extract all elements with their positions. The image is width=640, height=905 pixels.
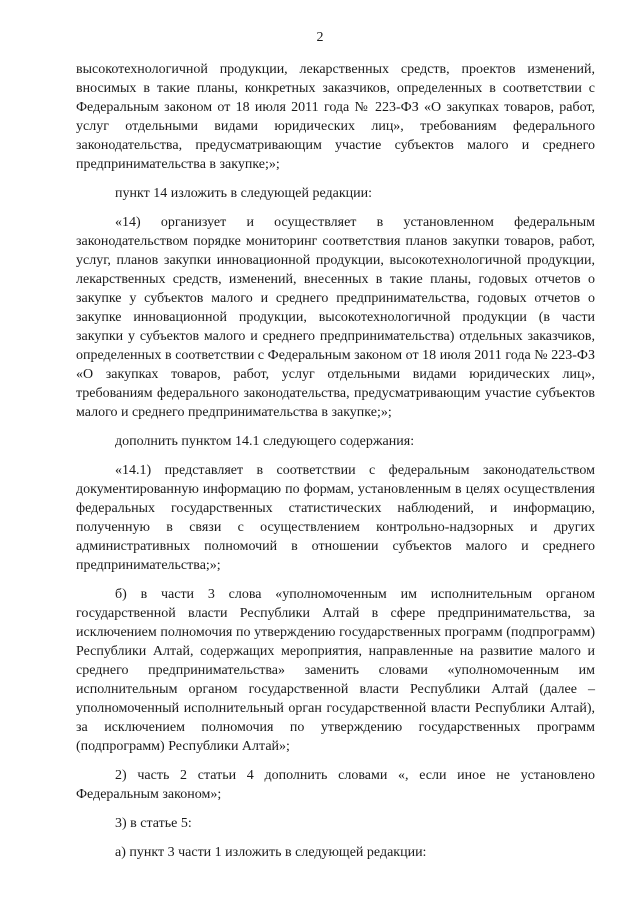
- paragraph-continued: высокотехнологичной продукции, лекарственных средств, проектов изменений, вносимых в такие планы, конкретных заказчиков, определенных в соответствии с Федеральным законом от 18 июля 2011 года № 223-ФЗ «О закупках товаров, работ, услуг отдельными видами юридических лиц», требованиям федерального законодательства, предусматривающим участие субъектов малого и среднего предпринимательства в закупке;»;: [76, 62, 595, 172]
- paragraph: 2) часть 2 статьи 4 дополнить словами «, если иное не установлено Федеральным законом»;: [76, 768, 595, 802]
- paragraph: пункт 14 изложить в следующей редакции:: [115, 186, 372, 201]
- paragraph: дополнить пунктом 14.1 следующего содержания:: [115, 434, 415, 449]
- document-body: [76, 60, 595, 862]
- paragraph: 3) в статье 5:: [115, 816, 192, 831]
- paragraph: «14.1) представляет в соответствии с федеральным законодательством документированную информацию по формам, установленным в целях осуществления федеральных государственных статистических наблюдений, и информацию, полученную в связи с осуществлением контрольно-надзорных и других административных полномочий в отношении субъектов малого и среднего предпринимательства;»;: [76, 463, 595, 573]
- page-number: 2: [316, 30, 324, 45]
- paragraph: б) в части 3 слова «уполномоченным им исполнительным органом государственной власти Республики Алтай в сфере предпринимательства, за исключением полномочия по утверждению государственных программ (подпрограмм) Республики Алтай, содержащих мероприятия, направленные на развитие малого и среднего предпринимательства» заменить словами «уполномоченным им исполнительным органом государственной власти Республики Алтай (далее – уполномоченный исполнительный орган государственной власти Республики Алтай), за исключением полномочия по утверждению государственных программ (подпрограмм) Республики Алтай»;: [76, 587, 595, 754]
- paragraph: а) пункт 3 части 1 изложить в следующей редакции:: [115, 845, 427, 860]
- paragraph: «14) организует и осуществляет в установленном федеральным законодательством порядке мониторинг соответствия планов закупки товаров, работ, услуг, планов закупки инновационной продукции, высокотехнологичной продукции, лекарственных средств, изменений, внесенных в такие планы, годовых отчетов о закупке у субъектов малого и среднего предпринимательства, годовых отчетов о закупке инновационной продукции, высокотехнологичной продукции (в части закупки у субъектов малого и среднего предпринимательства) отдельных заказчиков, определенных в соответствии с Федеральным законом от 18 июля 2011 года № 223-ФЗ «О закупках товаров, работ, услуг отдельными видами юридических лиц», требованиям федерального законодательства, предусматривающим участие субъектов малого и среднего предпринимательства в закупке;»;: [76, 215, 595, 420]
